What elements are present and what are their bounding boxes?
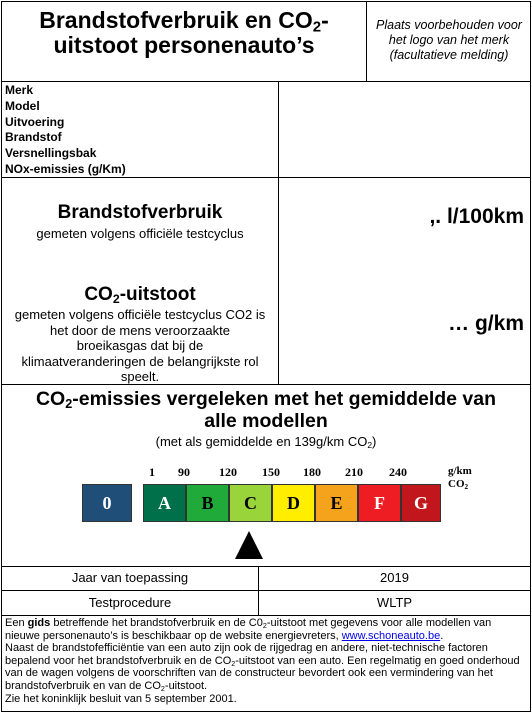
title-line1-post: - [321, 7, 329, 33]
footer-p2-a: Naast de brandstofefficiëntie van een auto zijn ook de rijgedrag en andere, niet-technische factoren bepalend voor het brandstofverbruik en de CO [5, 642, 488, 667]
spec-version: Uitvoering [5, 114, 65, 129]
specs-value-cell [278, 81, 531, 178]
co2-title-sub: 2 [112, 292, 120, 307]
footer-text [5, 617, 527, 705]
class-box-a: A [143, 484, 186, 522]
threshold-180: 180 [303, 465, 321, 479]
comparison-subtitle [1, 434, 531, 449]
class-box-g: G [401, 484, 441, 522]
class-box-e: E [315, 484, 358, 522]
consumption-title: Brandstofverbruik [57, 202, 223, 223]
threshold-120: 120 [219, 465, 237, 479]
threshold-210: 210 [345, 465, 363, 479]
comparison-title [20, 388, 512, 432]
footer-p1-c: -uitstoot met gegevens voor alle modellen van nieuwe personenauto’s is beschikbaar op de website energievreters, [5, 617, 492, 642]
footer-p2-sub: 2 [231, 659, 236, 668]
threshold-1: 1 [149, 465, 155, 479]
footer-p1-d: . [440, 629, 444, 642]
spec-brand: Merk [5, 83, 34, 97]
class-box-d: D [272, 484, 315, 522]
footer-p2-b: -uitstoot van een auto. Een regelmatig en goed onderhoud van de wagen volgens de voorschriften van de constructeur bevordert ook een vermindering van het brandstofverbruik en van de CO [5, 654, 520, 692]
footer-website-link[interactable]: www.schoneauto.be [341, 629, 441, 642]
info-row-year-value: 2019 [380, 570, 409, 585]
threshold-90: 90 [178, 465, 190, 479]
title-line1-pre: Brandstofverbruik en CO [39, 7, 313, 33]
info-row-test-label: Testprocedure [88, 595, 172, 610]
comparison-subtitle-post: ) [372, 434, 377, 449]
footer-p1-sub: 2 [262, 621, 267, 630]
footer-p2-c: -uitstoot. [164, 679, 208, 692]
footer-p1-a: Een [5, 617, 28, 629]
comparison-title-post: -emissies vergeleken met het gemiddelde van alle modellen [72, 388, 497, 432]
scale-unit-line2-pre: CO [448, 478, 465, 490]
comparison-subtitle-pre: (met als gemiddelde en 139g/km CO [155, 434, 368, 449]
footer-p1-b: betreffende het brandstofverbruik en de C0 [50, 617, 263, 629]
co2-title [1, 284, 279, 306]
spec-model: Model [5, 98, 40, 113]
class-box-0: 0 [82, 484, 132, 522]
class-box-f: F [358, 484, 401, 522]
scale-unit-line2-sub: 2 [464, 482, 469, 491]
footer-p2-sub2: 2 [160, 684, 165, 693]
co2-title-post: -uitstoot [119, 284, 196, 305]
spec-fuel: Brandstof [5, 130, 62, 145]
spec-gearbox: Versnellingsbak [5, 146, 97, 161]
title-line1-sub: 2 [312, 18, 322, 36]
threshold-240: 240 [389, 465, 407, 479]
co2-value: … g/km [448, 312, 524, 335]
consumption-value: ,. l/100km [429, 205, 524, 228]
spec-nox: NOx-emissies (g/Km) [5, 161, 126, 176]
logo-placeholder-note: Plaats voorbehouden voor het logo van het merk (facultatieve melding) [376, 18, 522, 62]
info-row-year-label: Jaar van toepassing [71, 570, 189, 585]
co2-description: gemeten volgens officiële testcyclus CO2 is het door de mens veroorzaakte broeikasgas dat bij de klimaatveranderingen de belangrijkste rol speelt. [14, 307, 266, 384]
consumption-subtitle: gemeten volgens officiële testcyclus [36, 226, 244, 241]
class-box-b: B [186, 484, 229, 522]
footer-paragraph-driving [5, 642, 527, 692]
threshold-150: 150 [262, 465, 280, 479]
footer-paragraph-decree: Zie het koninklijk besluit van 5 september 2001. [5, 692, 237, 705]
footer-p1-bold: gids [27, 617, 51, 629]
scale-unit-line1: g/km [448, 465, 472, 477]
class-indicator-arrow-icon [234, 530, 264, 560]
comparison-title-pre: CO [35, 388, 66, 410]
specs-list [5, 83, 275, 178]
comparison-title-sub: 2 [65, 397, 73, 412]
footer-paragraph-guide [5, 617, 527, 642]
title-line2: uitstoot personenauto’s [53, 32, 315, 58]
page-title [2, 8, 366, 58]
comparison-subtitle-sub: 2 [367, 440, 373, 451]
scale-unit [448, 465, 472, 491]
info-row-test-value: WLTP [376, 595, 413, 610]
co2-title-pre: CO [84, 284, 113, 305]
class-box-c: C [229, 484, 272, 522]
